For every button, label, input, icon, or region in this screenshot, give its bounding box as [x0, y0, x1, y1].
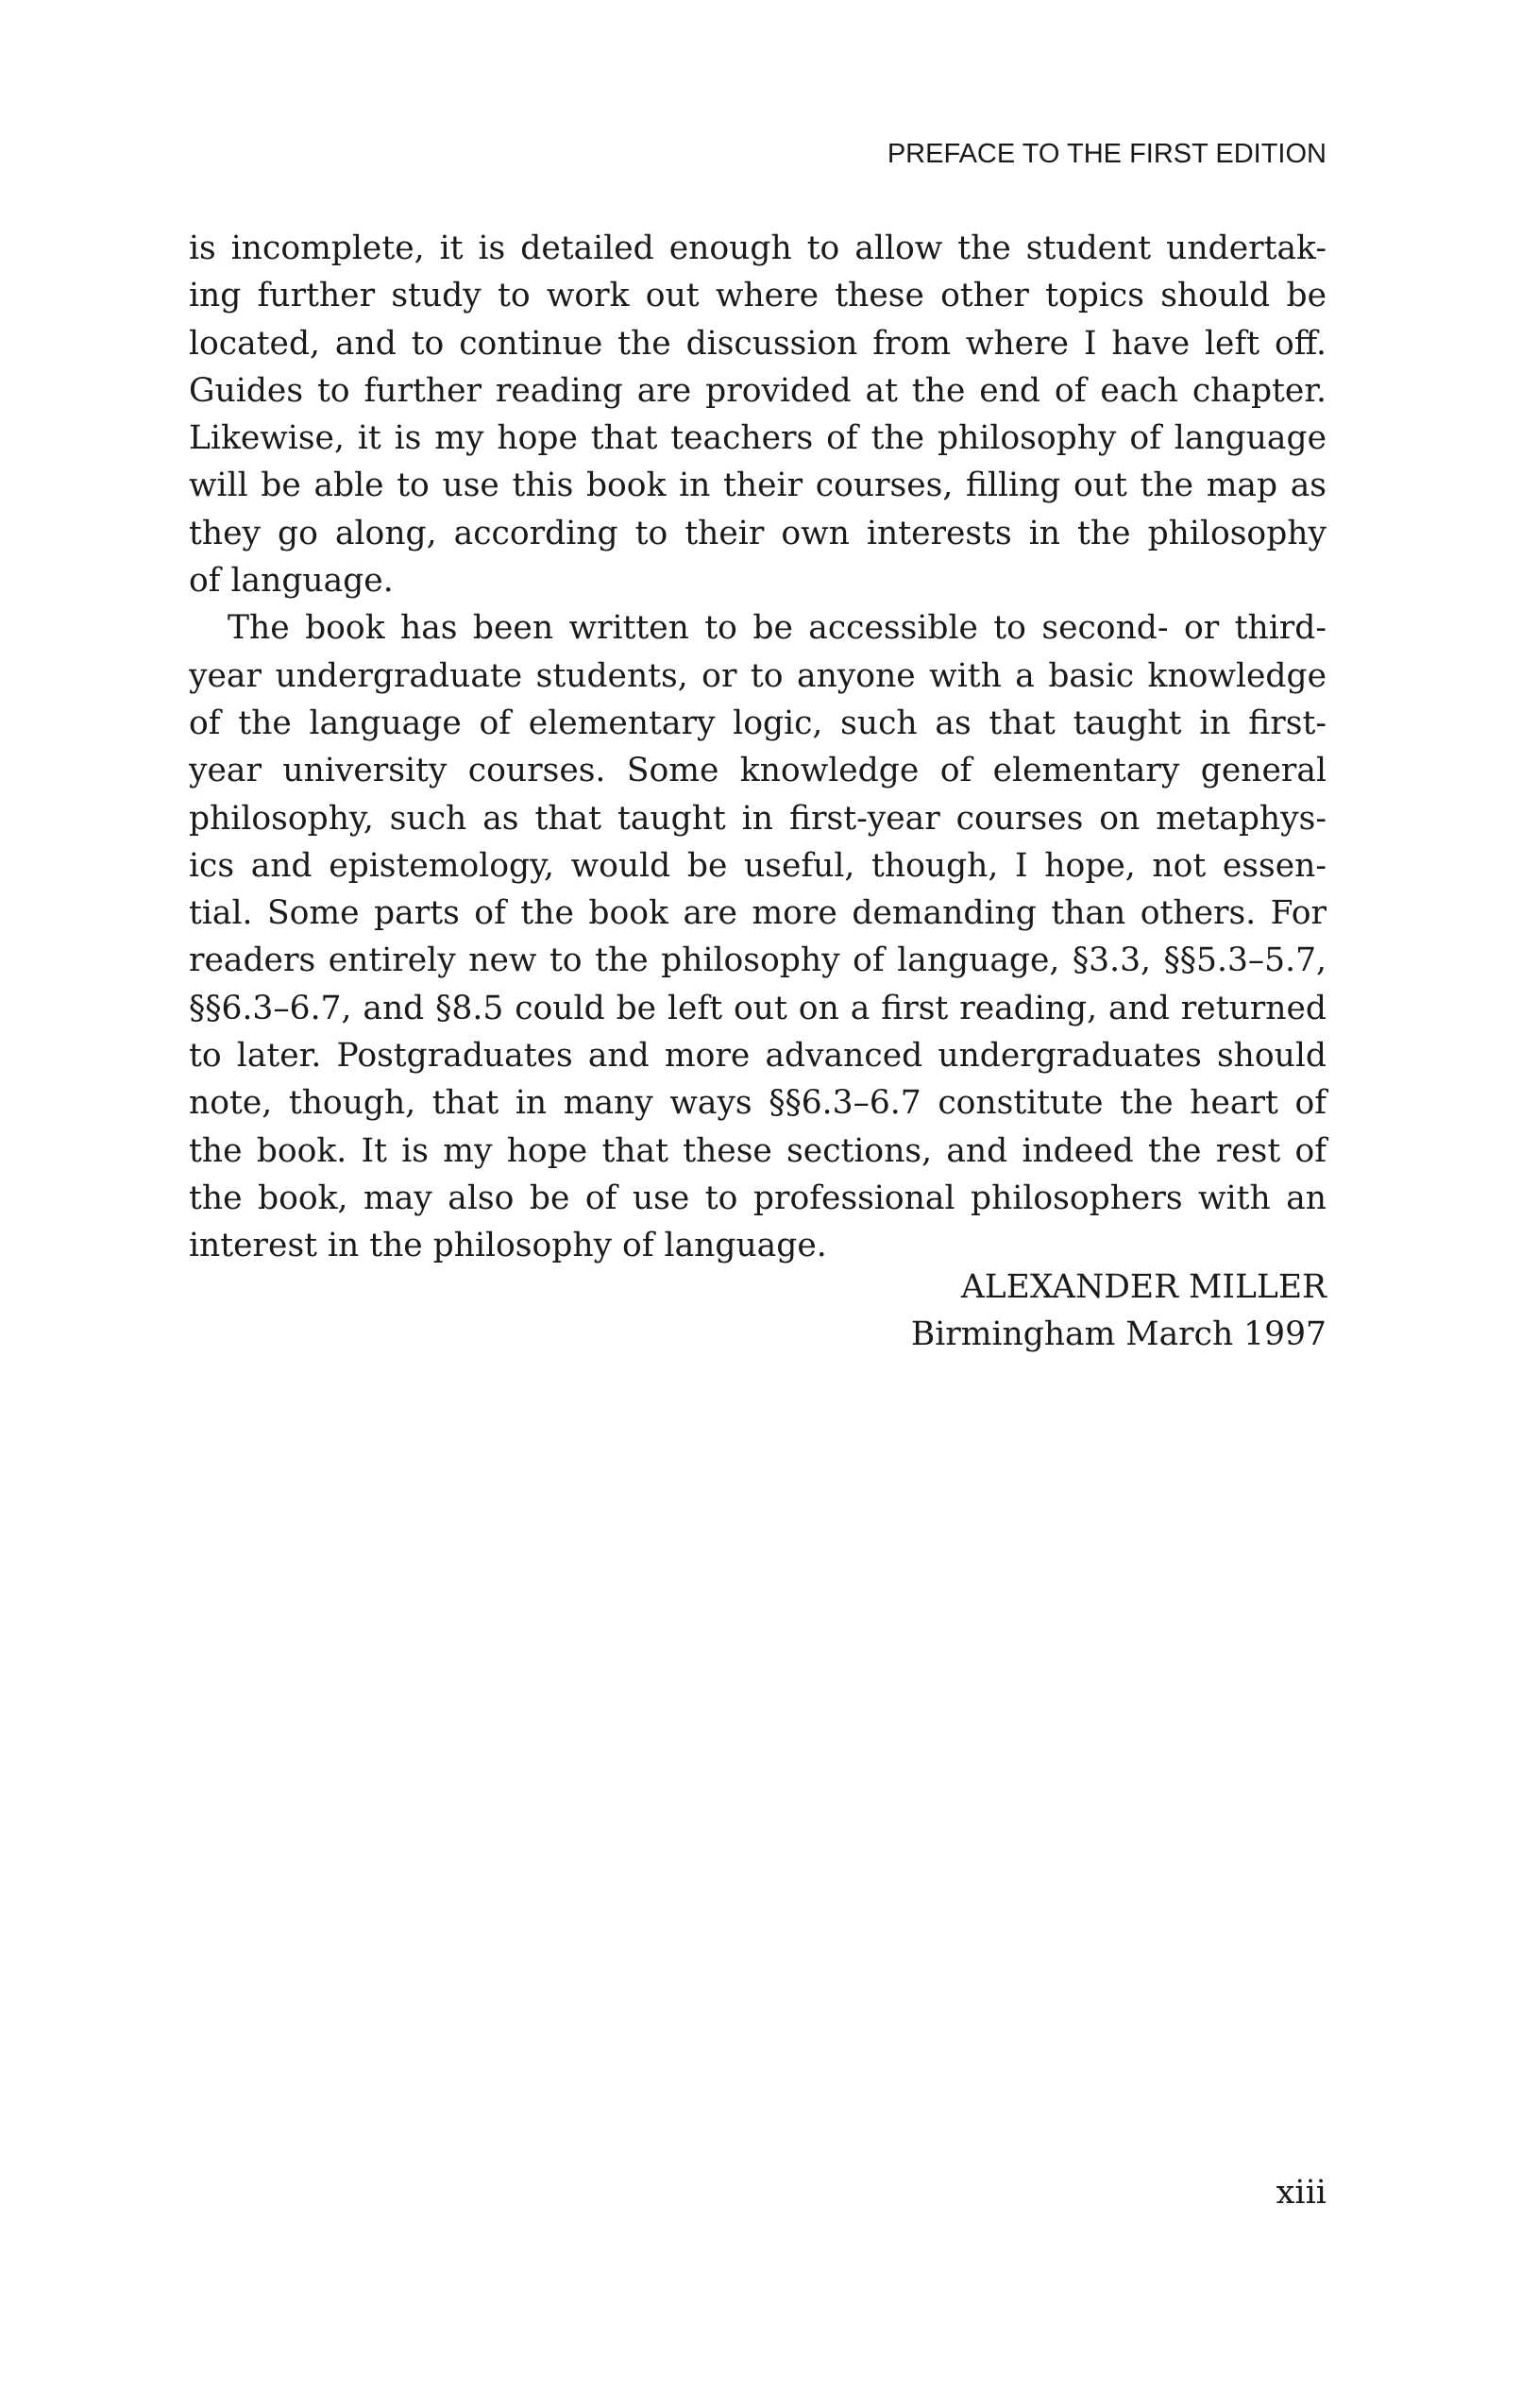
text-line: note, though, that in many ways §§6.3–6.7 constitute the heart of — [189, 1084, 1327, 1123]
text-line: year undergraduate students, or to anyone with a basic knowledge — [189, 656, 1327, 695]
text-line: located, and to continue the discussion from where I have left off. — [189, 324, 1327, 363]
text-line: of language. — [189, 562, 394, 601]
author-name: ALEXANDER MILLER — [960, 1268, 1327, 1306]
text-line: will be able to use this book in their courses, filling out the map as — [189, 466, 1327, 505]
paragraph-1 — [189, 225, 1327, 604]
text-line: interest in the philosophy of language. — [189, 1227, 827, 1265]
body-text — [189, 225, 1327, 1270]
text-line: The book has been written to be accessible to second- or third- — [228, 609, 1327, 648]
text-line: is incomplete, it is detailed enough to allow the student undertak- — [189, 229, 1327, 267]
text-line: §§6.3–6.7, and §8.5 could be left out on a first reading, and returned — [189, 989, 1327, 1027]
text-line: readers entirely new to the philosophy of language, §3.3, §§5.3–5.7, — [189, 941, 1327, 980]
page-number: xiii — [1276, 2174, 1327, 2212]
text-line: the book, may also be of use to professional philosophers with an — [189, 1179, 1327, 1217]
paragraph-2 — [189, 604, 1327, 1269]
text-line: Guides to further reading are provided at the end of each chapter. — [189, 371, 1327, 410]
text-line: the book. It is my hope that these sections, and indeed the rest of — [189, 1131, 1327, 1170]
text-line: they go along, according to their own interests in the philosophy — [189, 514, 1327, 552]
running-head: PREFACE TO THE FIRST EDITION — [887, 139, 1327, 169]
signature-block — [911, 1263, 1327, 1359]
text-line: ics and epistemology, would be useful, though, I hope, not essen- — [189, 846, 1327, 885]
text-line: philosophy, such as that taught in first-year courses on metaphys- — [189, 799, 1327, 838]
text-line: of the language of elementary logic, such as that taught in first- — [189, 704, 1327, 742]
place-date: Birmingham March 1997 — [910, 1315, 1327, 1354]
text-line: to later. Postgraduates and more advanced undergraduates should — [189, 1037, 1327, 1076]
text-line: year university courses. Some knowledge of elementary general — [189, 752, 1327, 790]
text-line: ing further study to work out where these other topics should be — [189, 277, 1327, 315]
text-line: Likewise, it is my hope that teachers of the philosophy of language — [189, 419, 1327, 458]
text-line: tial. Some parts of the book are more demanding than others. For — [189, 894, 1327, 933]
